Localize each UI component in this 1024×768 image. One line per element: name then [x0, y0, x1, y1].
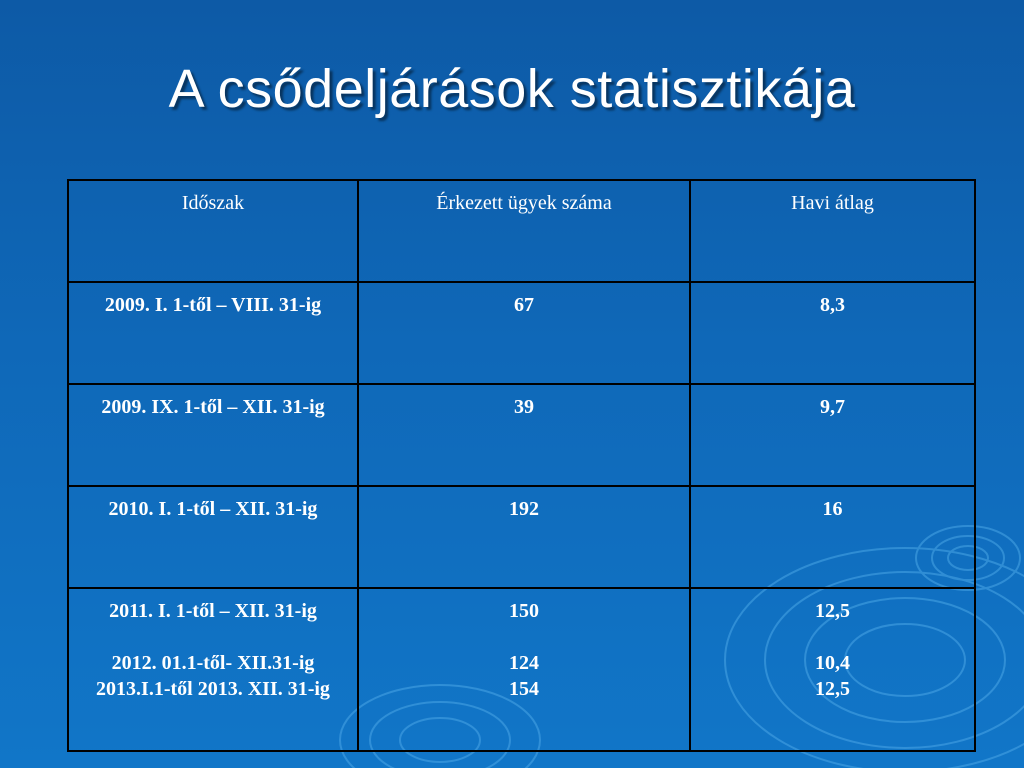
table-row	[68, 282, 975, 384]
average-cell: 9,7	[690, 384, 975, 486]
period-line: 2011. I. 1-től – XII. 31-ig	[109, 600, 317, 622]
header-count: Érkezett ügyek száma	[358, 180, 690, 282]
table-row	[68, 384, 975, 486]
period-line: 2013.I.1-től 2013. XII. 31-ig	[96, 678, 330, 700]
table-row	[68, 588, 975, 751]
period-cell: 2009. IX. 1-től – XII. 31-ig	[68, 384, 358, 486]
count-line: 124	[509, 652, 539, 674]
period-cell	[68, 588, 358, 751]
average-cell	[690, 588, 975, 751]
average-cell: 8,3	[690, 282, 975, 384]
statistics-table	[67, 179, 976, 752]
count-cell: 67	[358, 282, 690, 384]
count-cell: 39	[358, 384, 690, 486]
count-cell: 192	[358, 486, 690, 588]
period-cell: 2010. I. 1-től – XII. 31-ig	[68, 486, 358, 588]
count-line: 154	[509, 678, 539, 700]
table-header-row	[68, 180, 975, 282]
average-cell: 16	[690, 486, 975, 588]
slide-title: A csődeljárások statisztikája	[168, 59, 856, 119]
header-monthly-average: Havi átlag	[690, 180, 975, 282]
average-line: 12,5	[815, 600, 850, 622]
count-line: 150	[509, 600, 539, 622]
period-cell: 2009. I. 1-től – VIII. 31-ig	[68, 282, 358, 384]
average-line: 10,4	[815, 652, 850, 674]
count-cell	[358, 588, 690, 751]
average-line: 12,5	[815, 678, 850, 700]
period-line: 2012. 01.1-től- XII.31-ig	[111, 652, 315, 674]
header-period: Időszak	[68, 180, 358, 282]
table-row	[68, 486, 975, 588]
